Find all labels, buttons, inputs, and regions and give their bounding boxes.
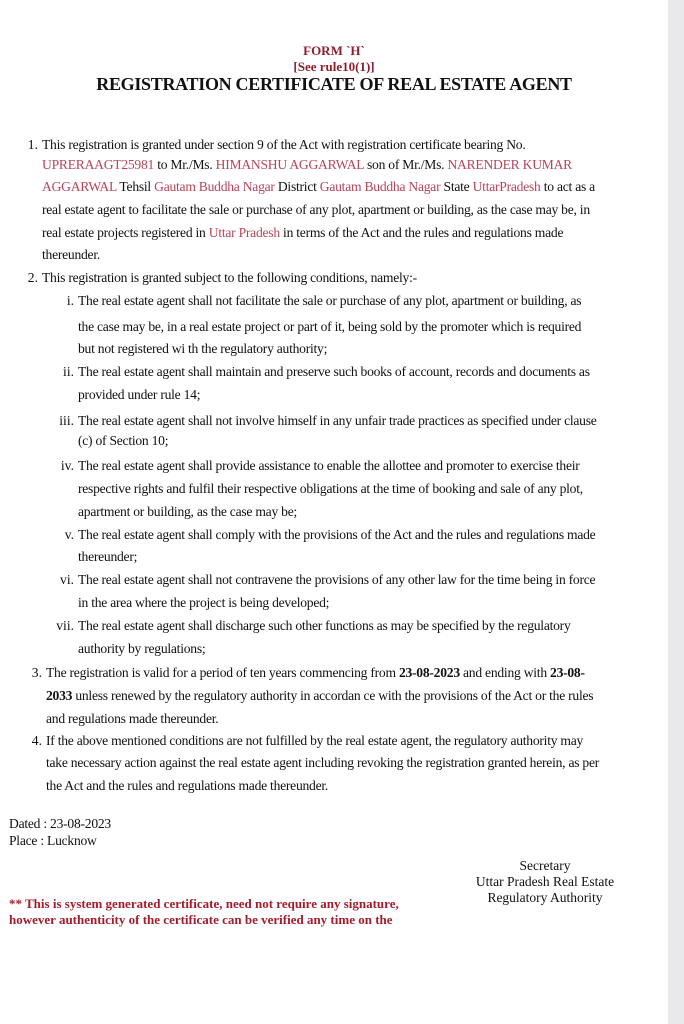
text-segment: The real estate agent shall not contravene the provisions of any other law for the time being in force xyxy=(78,572,596,587)
place: Place : Lucknow xyxy=(9,833,97,848)
item-text-line xyxy=(42,136,525,154)
text-segment: provided under rule 14; xyxy=(78,387,201,402)
item-text-line xyxy=(46,710,218,728)
item-text-line xyxy=(78,386,200,404)
rule-reference: [See rule10(1)] xyxy=(293,59,375,74)
item-text-line xyxy=(78,363,590,381)
certificate-title: REGISTRATION CERTIFICATE OF REAL ESTATE AGENT xyxy=(96,74,572,94)
text-segment: Tehsil xyxy=(116,179,155,194)
item-text-line xyxy=(46,687,593,705)
item-text-line xyxy=(46,777,328,795)
item-number: i. xyxy=(66,293,74,308)
item-text-line xyxy=(46,664,585,682)
item-text-line xyxy=(78,480,583,498)
dated: Dated : 23-08-2023 xyxy=(9,816,111,831)
text-segment: (c) of Section 10; xyxy=(78,433,169,448)
text-segment: to Mr./Ms. xyxy=(154,157,216,172)
item-text-line xyxy=(46,732,583,750)
item-number: 1. xyxy=(27,137,38,152)
text-segment: The real estate agent shall discharge such other functions as may be specified by the regulatory xyxy=(78,618,571,633)
text-segment: in terms of the Act and the rules and regulations made xyxy=(279,225,564,240)
filled-field-value: UttarPradesh xyxy=(472,179,541,194)
item-text-line xyxy=(42,224,563,242)
item-text-line xyxy=(42,201,590,219)
right-margin-strip xyxy=(668,0,684,1024)
text-segment: real estate projects registered in xyxy=(42,225,209,240)
filled-field-value: HIMANSHU AGGARWAL xyxy=(215,157,364,172)
item-text-line xyxy=(78,340,327,358)
text-segment: and regulations made thereunder. xyxy=(46,711,219,726)
form-label: FORM `H` xyxy=(303,43,365,58)
text-segment: This registration is granted subject to the following conditions, namely:- xyxy=(42,270,417,285)
item-text-line xyxy=(78,571,595,589)
text-segment: State xyxy=(440,179,473,194)
item-number: 4. xyxy=(31,733,42,748)
item-text-line xyxy=(78,432,168,450)
item-text-line xyxy=(46,754,599,772)
signatory-org-line2: Regulatory Authority xyxy=(487,890,603,905)
text-segment: The real estate agent shall provide assistance to enable the allottee and promoter to exercise their xyxy=(78,458,580,473)
filled-field-value: Gautam Buddha Nagar xyxy=(319,179,441,194)
validity-date: 2033 xyxy=(46,688,73,703)
validity-date: 23-08- xyxy=(550,665,585,680)
item-number: 2. xyxy=(27,270,38,285)
signatory-title: Secretary xyxy=(519,858,571,873)
text-segment: authority by regulations; xyxy=(78,641,206,656)
text-segment: apartment or building, as the case may be; xyxy=(78,504,298,519)
text-segment: If the above mentioned conditions are not fulfilled by the real estate agent, the regulatory authority may xyxy=(46,733,584,748)
item-number: vi. xyxy=(60,572,74,587)
item-text-line xyxy=(78,292,581,310)
filled-field-value: NARENDER KUMAR xyxy=(447,157,572,172)
item-number: iv. xyxy=(60,458,74,473)
text-segment: and ending with xyxy=(459,665,551,680)
text-segment: in the area where the project is being developed; xyxy=(78,595,330,610)
filled-field-value: AGGARWAL xyxy=(42,179,117,194)
text-segment: the case may be, in a real estate project or part of it, being sold by the promoter which is required xyxy=(78,319,582,334)
item-text-line xyxy=(78,548,137,566)
item-number: v. xyxy=(64,527,74,542)
item-text-line xyxy=(78,594,329,612)
text-segment: District xyxy=(274,179,320,194)
item-number: vii. xyxy=(56,618,74,633)
text-segment: the Act and the rules and regulations made thereunder. xyxy=(46,778,329,793)
footer-note-line1: ** This is system generated certificate, need not require any signature, xyxy=(9,896,399,911)
text-segment: thereunder; xyxy=(78,549,138,564)
item-number: 3. xyxy=(31,665,42,680)
signatory-org-line1: Uttar Pradesh Real Estate xyxy=(475,874,615,889)
item-text-line xyxy=(42,269,417,287)
validity-date: 23-08-2023 xyxy=(398,665,460,680)
item-text-line xyxy=(78,318,581,336)
filled-field-value: UPRERAAGT25981 xyxy=(42,157,155,172)
filled-field-value: Uttar Pradesh xyxy=(208,225,280,240)
text-segment: The real estate agent shall comply with the provisions of the Act and the rules and regulations made xyxy=(78,527,596,542)
text-segment: thereunder. xyxy=(42,247,101,262)
text-segment: but not registered wi th the regulatory authority; xyxy=(78,341,328,356)
item-number: ii. xyxy=(63,364,74,379)
footer-note-line2: however authenticity of the certificate can be verified any time on the xyxy=(9,912,393,927)
text-segment: unless renewed by the regulatory authority in accordan ce with the provisions of the Act or the rules xyxy=(72,688,594,703)
text-segment: The registration is valid for a period of ten years commencing from xyxy=(46,665,399,680)
text-segment: son of Mr./Ms. xyxy=(363,157,448,172)
item-text-line xyxy=(42,178,595,196)
item-text-line xyxy=(78,457,580,475)
filled-field-value: Gautam Buddha Nagar xyxy=(154,179,275,194)
item-text-line xyxy=(78,412,597,430)
text-segment: real estate agent to facilitate the sale or purchase of any plot, apartment or building, as the case may be, in xyxy=(42,202,590,217)
text-segment: The real estate agent shall maintain and preserve such books of account, records and documents as xyxy=(78,364,590,379)
item-text-line xyxy=(78,640,205,658)
text-segment: The real estate agent shall not facilitate the sale or purchase of any plot, apartment or building, as xyxy=(78,293,582,308)
item-text-line xyxy=(78,617,571,635)
item-text-line xyxy=(78,503,297,521)
item-text-line xyxy=(42,246,100,264)
item-text-line xyxy=(78,526,595,544)
text-segment: take necessary action against the real estate agent including revoking the registration granted herein, as per xyxy=(46,755,600,770)
text-segment: respective rights and fulfil their respective obligations at the time of booking and sale of any plot, xyxy=(78,481,583,496)
item-text-line xyxy=(42,156,572,174)
text-segment: The real estate agent shall not involve himself in any unfair trade practices as specified under clause xyxy=(78,413,597,428)
text-segment: to act as a xyxy=(540,179,595,194)
item-number: iii. xyxy=(59,413,74,428)
text-segment: This registration is granted under section 9 of the Act with registration certificate bearing No. xyxy=(42,137,526,152)
